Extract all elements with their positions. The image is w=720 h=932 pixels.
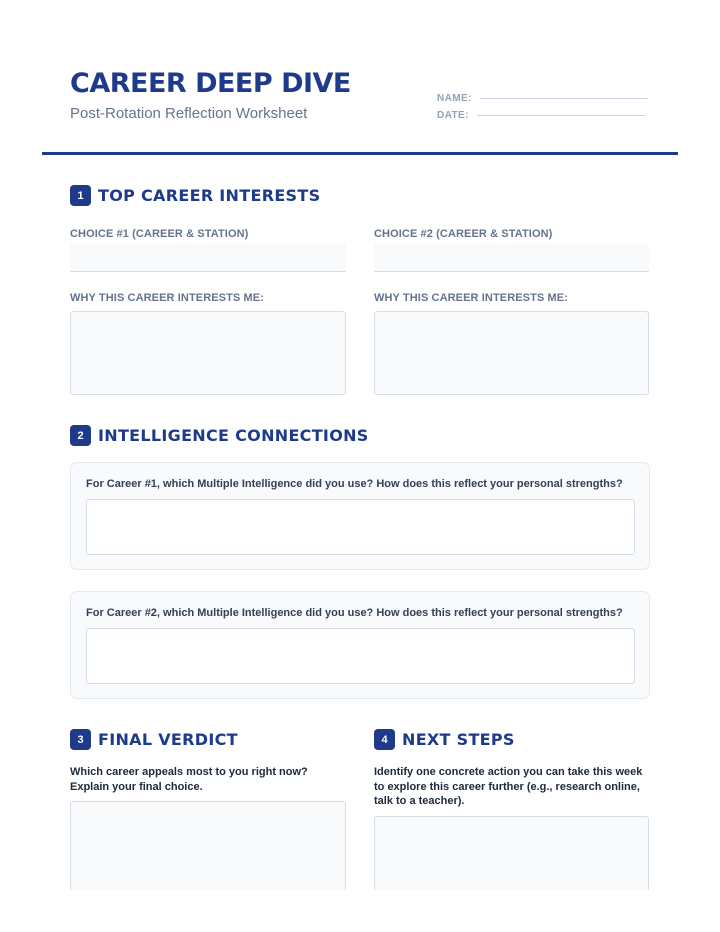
intelligence-card-1 (70, 462, 650, 570)
section-1-number: 1 (70, 185, 91, 206)
section-2-number: 2 (70, 425, 91, 446)
intelligence-card-2 (70, 591, 650, 699)
final-verdict-prompt: Which career appeals most to you right now? Explain your final choice. (70, 766, 308, 793)
page-subtitle: Post-Rotation Reflection Worksheet (70, 105, 308, 122)
why-2-textarea[interactable] (374, 311, 649, 395)
section-4-header (374, 729, 515, 750)
name-row (437, 93, 648, 104)
date-row (437, 110, 645, 121)
next-steps-prompt: Identify one concrete action you can take this week to explore this career further (e.g., research online, talk to a teacher). (374, 766, 643, 807)
name-field[interactable] (480, 98, 648, 99)
choice-2-input[interactable] (374, 244, 649, 272)
intelligence-question-2: For Career #2, which Multiple Intelligence did you use? How does this reflect your personal strengths? (86, 607, 623, 619)
page-title: CAREER DEEP DIVE (70, 68, 351, 99)
date-label: DATE: (437, 110, 469, 121)
intelligence-answer-2[interactable] (86, 628, 635, 684)
intelligence-question-1: For Career #1, which Multiple Intelligence did you use? How does this reflect your personal strengths? (86, 478, 623, 490)
section-2-header (70, 425, 369, 446)
choice-1-label: CHOICE #1 (CAREER & STATION) (70, 228, 249, 240)
why-1-label: WHY THIS CAREER INTERESTS ME: (70, 292, 264, 304)
section-3-header (70, 729, 238, 750)
section-3-number: 3 (70, 729, 91, 750)
name-label: NAME: (437, 93, 472, 104)
why-2-label: WHY THIS CAREER INTERESTS ME: (374, 292, 568, 304)
choice-2-label: CHOICE #2 (CAREER & STATION) (374, 228, 553, 240)
final-verdict-textarea[interactable] (70, 801, 346, 902)
section-4-number: 4 (374, 729, 395, 750)
header-divider (42, 152, 678, 155)
section-2-title: INTELLIGENCE CONNECTIONS (98, 426, 369, 445)
section-4-title: NEXT STEPS (402, 730, 515, 749)
intelligence-answer-1[interactable] (86, 499, 635, 555)
section-1-title: TOP CAREER INTERESTS (98, 186, 321, 205)
why-1-textarea[interactable] (70, 311, 346, 395)
section-1-header (70, 185, 320, 206)
page-bottom-margin (0, 890, 720, 932)
section-3-title: FINAL VERDICT (98, 730, 238, 749)
date-field[interactable] (477, 115, 645, 116)
choice-1-input[interactable] (70, 244, 346, 272)
